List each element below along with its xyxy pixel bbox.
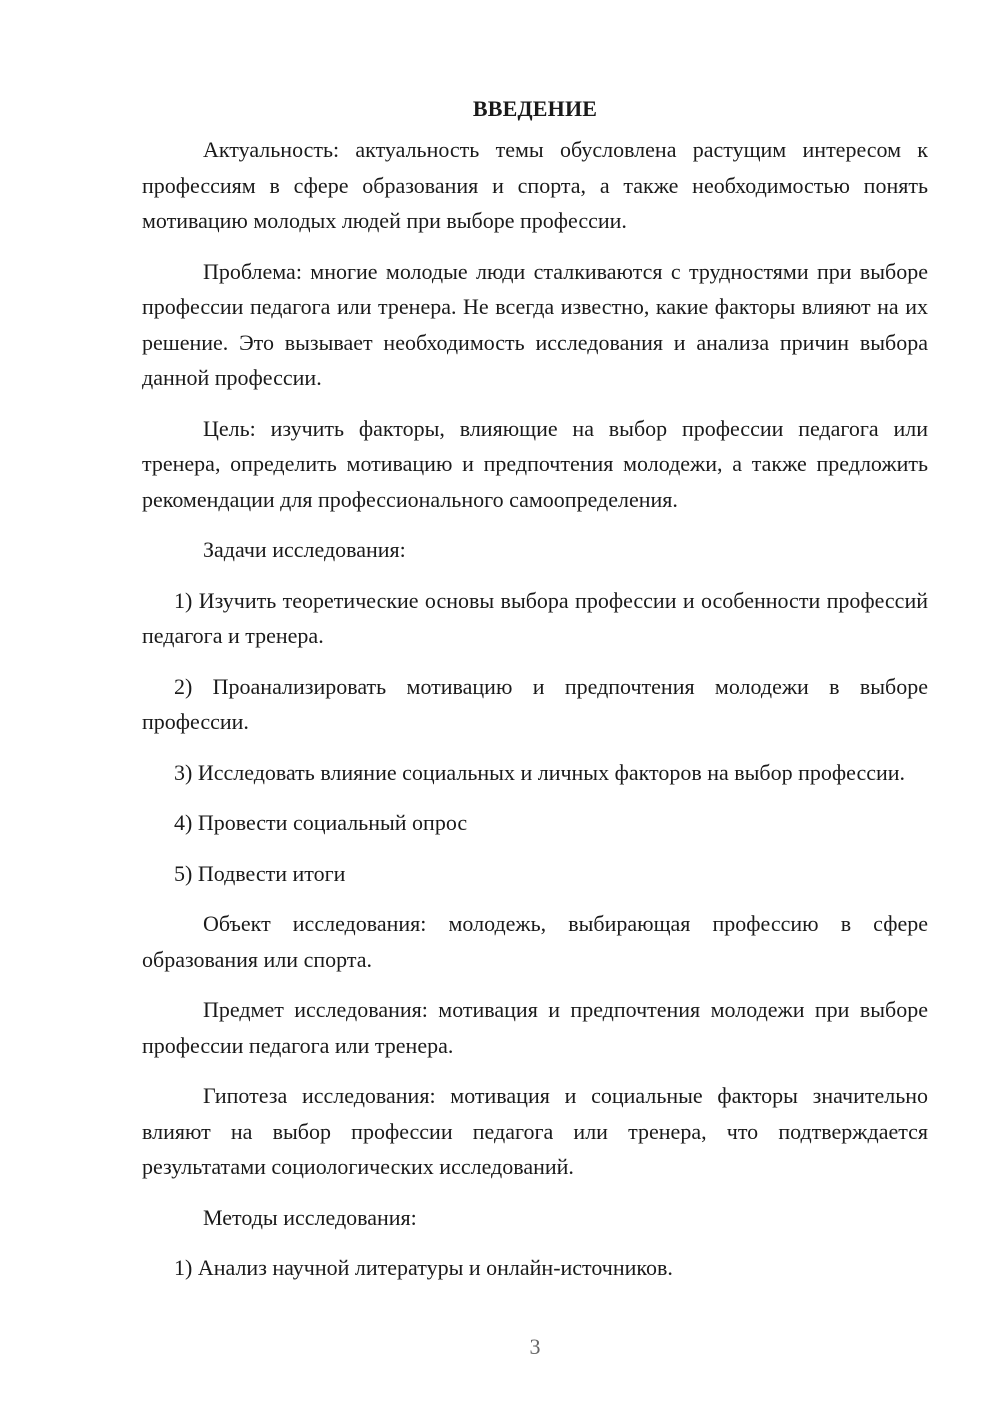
task-item-4: 4) Провести социальный опрос [174, 810, 468, 835]
task-item-5: 5) Подвести итоги [174, 860, 346, 886]
tasks-heading: Задачи исследования: [203, 537, 406, 562]
problem-paragraph: Проблема: многие молодые люди сталкиваются с трудностями при выборе профессии педагога или тренера. Не всегда известно, какие факторы влияют на их решение. Это вызывает необходимость исследования и анализа причин выбора данной профессии. [142, 258, 928, 390]
object-paragraph: Объект исследования: молодежь, выбирающая профессию в сфере образования или спорта. [142, 911, 928, 972]
document-page [142, 96, 928, 1301]
task-item-2: 2) Проанализировать мотивацию и предпочтения молодежи в выборе профессии. [142, 673, 928, 734]
methods-heading: Методы исследования: [203, 1204, 417, 1230]
goal-paragraph: Цель: изучить факторы, влияющие на выбор профессии педагога или тренера, определить мотивацию и предпочтения молодежи, а также предложить рекомендации для профессионального самоопределения. [142, 415, 928, 512]
hypothesis-paragraph: Гипотеза исследования: мотивация и социальные факторы значительно влияют на выбор профессии педагога или тренера, что подтверждается результатами социологических исследований. [142, 1083, 928, 1179]
method-item-1: 1) Анализ научной литературы и онлайн-источников. [174, 1255, 673, 1280]
relevance-paragraph: Актуальность: актуальность темы обусловлена растущим интересом к профессиям в сфере образования и спорта, а также необходимостью понять мотивацию молодых людей при выборе профессии. [142, 137, 928, 233]
task-item-3: 3) Исследовать влияние социальных и личных факторов на выбор профессии. [174, 759, 906, 785]
task-item-1: 1) Изучить теоретические основы выбора профессии и особенности профессий педагога и тренера. [142, 587, 928, 648]
subject-paragraph: Предмет исследования: мотивация и предпочтения молодежи при выборе профессии педагога или тренера. [142, 997, 928, 1058]
section-title: ВВЕДЕНИЕ [472, 96, 598, 121]
page-number: 3 [529, 1334, 541, 1359]
